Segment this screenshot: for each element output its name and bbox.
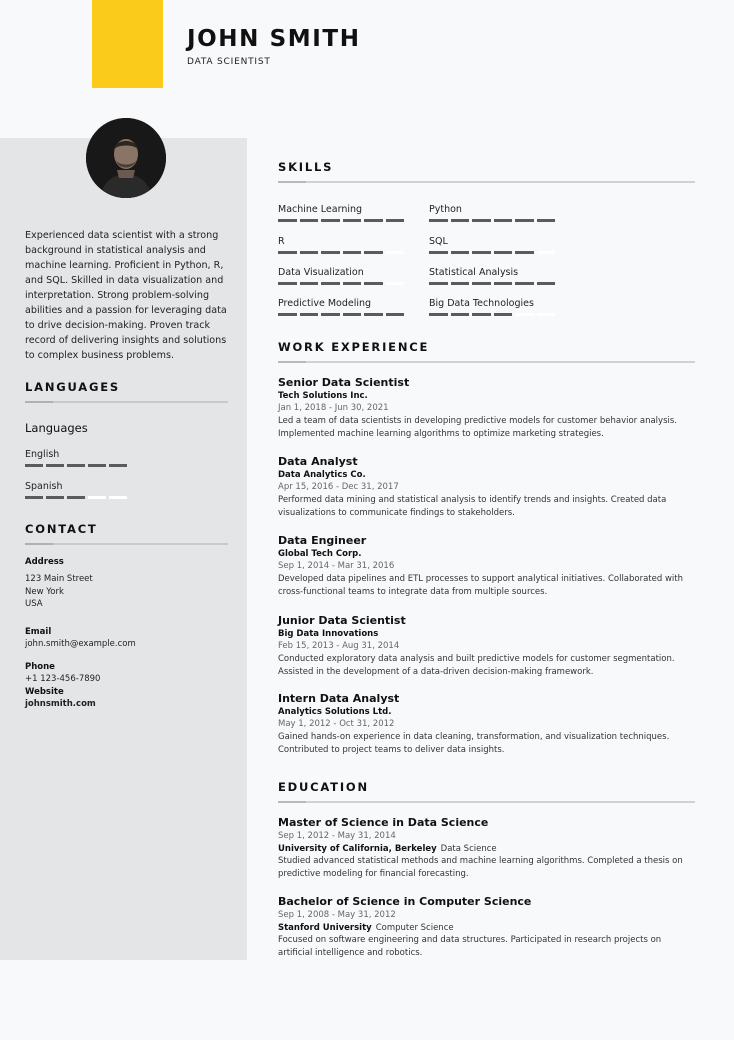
skill-level-bar [278,219,404,222]
skill-name: Python [429,204,462,215]
level-segment-filled [386,219,405,222]
level-segment-empty [386,251,405,254]
experience-entry [278,614,698,678]
level-segment-filled [300,313,319,316]
level-segment-filled [537,282,556,285]
job-dates: May 1, 2012 - Oct 31, 2012 [278,719,395,729]
languages-divider [25,401,228,403]
contact-divider [25,543,228,545]
skill-level-bar [278,251,404,254]
experience-heading: WORK EXPERIENCE [278,340,430,354]
field-of-study: Computer Science [375,923,454,933]
email-value[interactable]: john.smith@example.com [25,639,136,649]
level-segment-filled [451,282,470,285]
website-link[interactable]: johnsmith.com [25,699,96,709]
skill-name: R [278,236,285,247]
candidate-name: JOHN SMITH [187,26,361,52]
skill-name: Machine Learning [278,204,363,215]
skills-divider [278,181,695,183]
job-description: Led a team of data scientists in developing predictive models for customer behavior analysis. Implemented machine learning algorithms to optimize marketing strategies. [278,416,677,439]
level-segment-filled [321,313,340,316]
language-level-bar [25,464,127,467]
phone-value[interactable]: +1 123-456-7890 [25,674,101,684]
level-segment-filled [494,313,513,316]
address-line: New York [25,587,64,597]
school-name: Stanford University [278,923,372,933]
skill-level-bar [278,313,404,316]
level-segment-empty [537,251,556,254]
level-segment-filled [46,464,64,467]
skills-heading: SKILLS [278,160,334,174]
level-segment-empty [386,282,405,285]
level-segment-filled [321,219,340,222]
level-segment-filled [472,282,491,285]
experience-entry [278,692,698,756]
languages-subheading: Languages [25,421,88,435]
level-segment-filled [343,251,362,254]
education-entry [278,816,698,880]
level-segment-filled [429,219,448,222]
level-segment-filled [472,251,491,254]
level-segment-empty [515,313,534,316]
level-segment-filled [88,464,106,467]
level-segment-filled [515,251,534,254]
level-segment-filled [343,313,362,316]
level-segment-filled [25,464,43,467]
address-line: USA [25,599,43,609]
level-segment-filled [278,282,297,285]
skill-level-bar [429,219,555,222]
contact-heading: CONTACT [25,522,98,536]
address-label: Address [25,557,64,567]
job-dates: Jan 1, 2018 - Jun 30, 2021 [278,403,389,413]
skill-name: Data Visualization [278,267,364,278]
languages-heading: LANGUAGES [25,380,120,394]
level-segment-filled [364,313,383,316]
skill-name: Statistical Analysis [429,267,519,278]
level-segment-empty [109,496,127,499]
skill-level-bar [429,313,555,316]
level-segment-filled [494,251,513,254]
level-segment-filled [429,251,448,254]
person-photo-icon [86,118,166,198]
school-line [278,843,698,855]
job-title: Junior Data Scientist [278,614,406,627]
level-segment-filled [300,251,319,254]
skill-level-bar [429,282,555,285]
education-description: Focused on software engineering and data structures. Participated in research projects on artificial intelligence and robotics. [278,935,662,958]
address-line: 123 Main Street [25,574,93,584]
level-segment-filled [278,313,297,316]
education-heading: EDUCATION [278,780,369,794]
language-name: Spanish [25,481,63,492]
level-segment-filled [494,219,513,222]
level-segment-filled [46,496,64,499]
level-segment-filled [25,496,43,499]
level-segment-filled [451,313,470,316]
job-description: Performed data mining and statistical analysis to identify trends and insights. Created data visualizations to communicate findings to stakeholders. [278,495,667,518]
skill-name: Big Data Technologies [429,298,534,309]
level-segment-filled [300,219,319,222]
level-segment-filled [321,251,340,254]
language-name: English [25,449,60,460]
level-segment-filled [451,219,470,222]
degree-title: Master of Science in Data Science [278,816,489,829]
skill-name: Predictive Modeling [278,298,372,309]
job-dates: Sep 1, 2014 - Mar 31, 2016 [278,561,395,571]
experience-entry [278,455,698,519]
phone-label: Phone [25,662,55,672]
company-name: Tech Solutions Inc. [278,391,368,401]
level-segment-filled [386,313,405,316]
experience-entry [278,376,698,440]
field-of-study: Data Science [440,844,497,854]
job-description: Conducted exploratory data analysis and built predictive models for customer segmentation. Assisted in the development of a data-driven decision-making framework. [278,654,675,677]
level-segment-empty [88,496,106,499]
level-segment-filled [300,282,319,285]
accent-block [92,0,163,88]
level-segment-filled [321,282,340,285]
level-segment-filled [364,251,383,254]
degree-title: Bachelor of Science in Computer Science [278,895,532,908]
company-name: Data Analytics Co. [278,470,366,480]
company-name: Analytics Solutions Ltd. [278,707,392,717]
education-description: Studied advanced statistical methods and machine learning algorithms. Completed a thesis on predictive modeling for financial forecasting. [278,856,683,879]
level-segment-filled [451,251,470,254]
level-segment-filled [472,219,491,222]
level-segment-filled [429,282,448,285]
job-description: Developed data pipelines and ETL processes to support analytical initiatives. Collaborated with cross-functional teams to integrate data from multiple sources. [278,574,684,597]
level-segment-filled [343,219,362,222]
email-label: Email [25,627,52,637]
job-dates: Feb 15, 2013 - Aug 31, 2014 [278,641,400,651]
level-segment-empty [537,313,556,316]
language-level-bar [25,496,127,499]
level-segment-filled [472,313,491,316]
company-name: Big Data Innovations [278,629,379,639]
level-segment-filled [67,464,85,467]
level-segment-filled [494,282,513,285]
skill-level-bar [278,282,404,285]
candidate-title: DATA SCIENTIST [187,57,271,67]
job-description: Gained hands-on experience in data cleaning, transformation, and visualization techniques. Contributed to project teams to deliver data insights. [278,732,670,755]
level-segment-filled [343,282,362,285]
level-segment-filled [515,219,534,222]
experience-divider [278,361,695,363]
level-segment-filled [364,219,383,222]
level-segment-filled [67,496,85,499]
job-title: Senior Data Scientist [278,376,410,389]
level-segment-filled [278,251,297,254]
school-line [278,922,698,934]
job-title: Intern Data Analyst [278,692,400,705]
job-dates: Apr 15, 2016 - Dec 31, 2017 [278,482,399,492]
profile-summary: Experienced data scientist with a strong background in statistical analysis and machine learning. Proficient in Python, R, and SQL. Skilled in data visualization and interpretation. Strong problem-solving abilities and a passion for leveraging data to drive decision-making. Proven track record of delivering insights and solutions to complex business problems. [25,230,227,361]
education-divider [278,801,695,803]
school-name: University of California, Berkeley [278,844,437,854]
skill-level-bar [429,251,555,254]
education-dates: Sep 1, 2012 - May 31, 2014 [278,831,396,841]
level-segment-filled [109,464,127,467]
level-segment-filled [429,313,448,316]
job-title: Data Analyst [278,455,358,468]
skill-name: SQL [429,236,448,247]
website-label: Website [25,687,64,697]
job-title: Data Engineer [278,534,367,547]
education-entry [278,895,698,959]
experience-entry [278,534,698,598]
level-segment-filled [537,219,556,222]
profile-photo [86,118,166,198]
education-dates: Sep 1, 2008 - May 31, 2012 [278,910,396,920]
level-segment-filled [364,282,383,285]
level-segment-filled [515,282,534,285]
company-name: Global Tech Corp. [278,549,362,559]
level-segment-filled [278,219,297,222]
